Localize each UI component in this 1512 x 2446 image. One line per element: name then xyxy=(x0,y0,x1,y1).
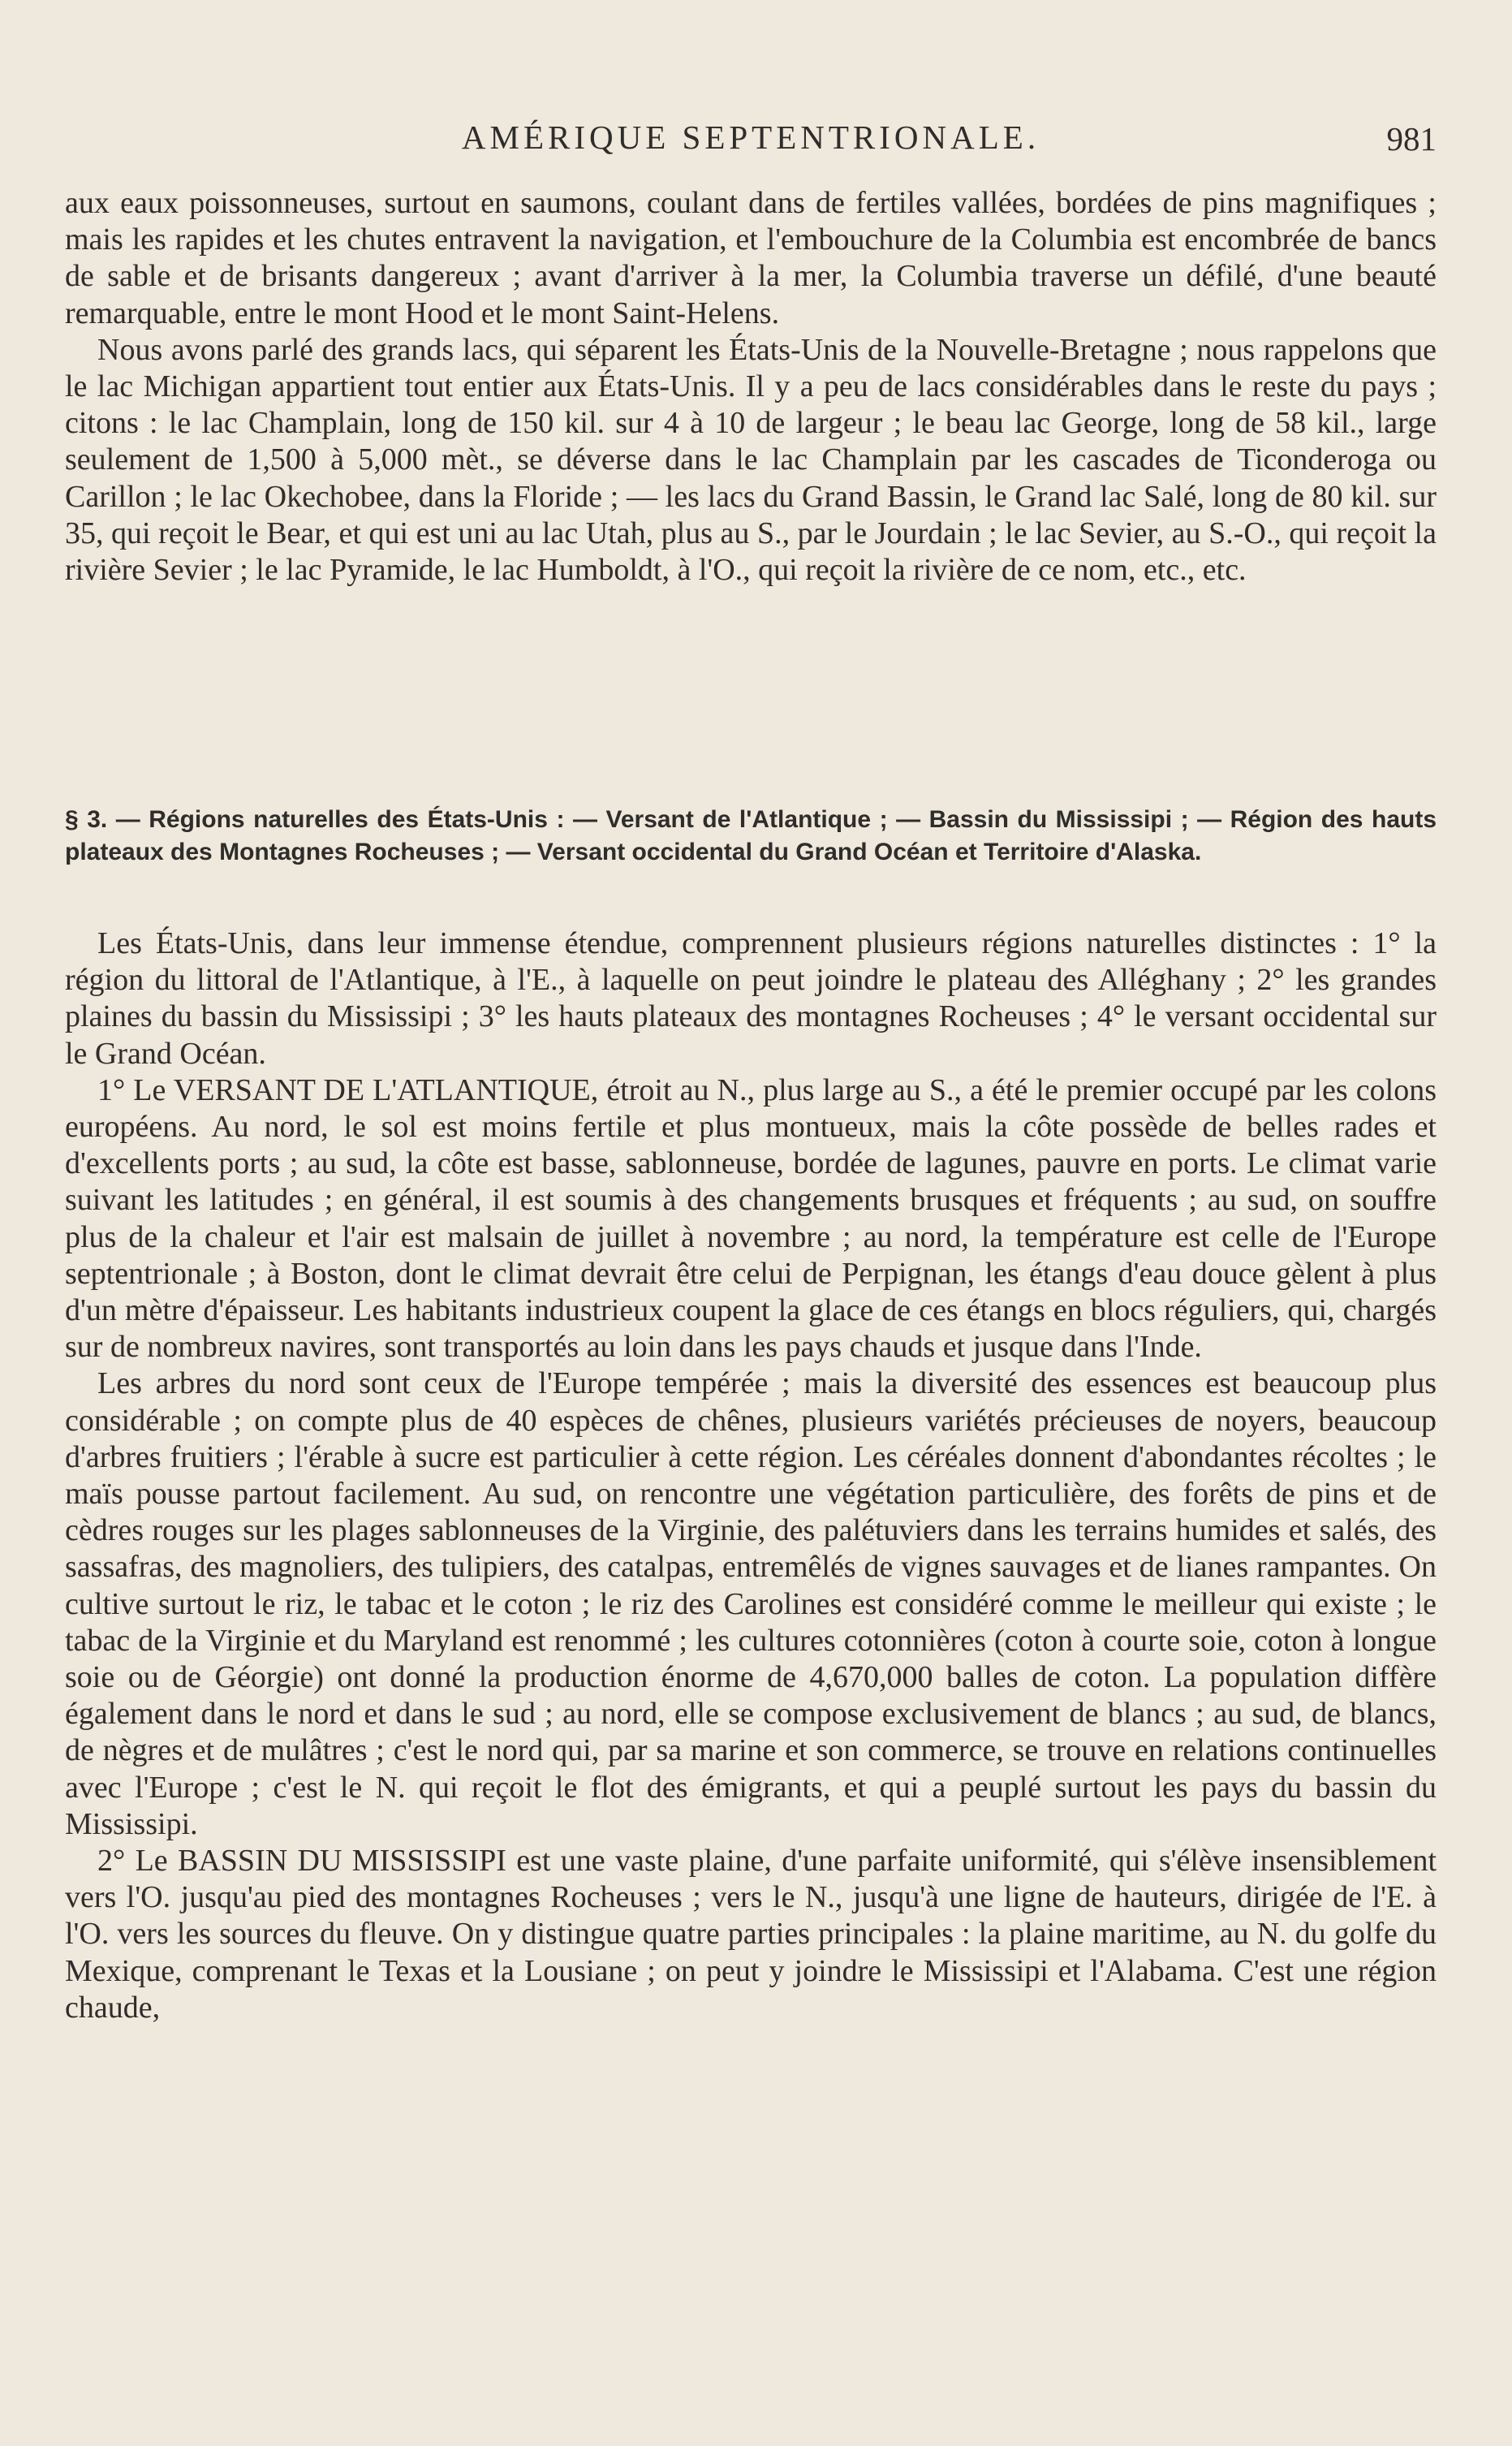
paragraph-columbia: aux eaux poissonneuses, surtout en saumons, coulant dans de fertiles vallées, bordées de pins magnifiques ; mais les rapides et les chutes entravent la navigation, et l'embouchure de la Columbia est encombrée de bancs de sable et de brisants dangereux ; avant d'arriver à la mer, la Columbia traverse un défilé, d'une beauté remarquable, entre le mont Hood et le mont Saint-Helens. xyxy=(65,186,1437,330)
paragraph-atlantic-slope: 1° Le VERSANT DE L'ATLANTIQUE, étroit au N., plus large au S., a été le premier occupé par les colons européens. Au nord, le sol est moins fertile et plus montueux, mais la côte possède de belles rades et d'excellents ports ; au sud, la côte est basse, sablonneuse, bordée de lagunes, pauvre en ports. Le climat varie suivant les latitudes ; en général, il est soumis à des changements brusques et fréquents ; au sud, on souffre plus de la chaleur et l'air est malsain de juillet à novembre ; au nord, la température est celle de l'Europe septentrionale ; à Boston, dont le climat devrait être celui de Perpignan, les étangs d'eau douce gèlent à plus d'un mètre d'épaisseur. Les habitants industrieux coupent la glace de ces étangs en blocs réguliers, qui, chargés sur de nombreux navires, sont transportés au loin dans les pays chauds et jusque dans l'Inde. xyxy=(65,1072,1437,1365)
paragraph-vegetation: Les arbres du nord sont ceux de l'Europe tempérée ; mais la diversité des essences est beaucoup plus considérable ; on compte plus de 40 espèces de chênes, plusieurs variétés précieuses de noyers, beaucoup d'arbres fruitiers ; l'érable à sucre est particulier à cette région. Les céréales donnent d'abondantes récoltes ; le maïs pousse partout facilement. Au sud, on rencontre une végétation particulière, des forêts de pins et de cèdres rouges sur les plages sablonneuses de la Virginie, des palétuviers dans les terrains humides et salés, des sassafras, des magnoliers, des tulipiers, des catalpas, entremêlés de vignes sauvages et de lianes rampantes. On cultive surtout le riz, le tabac et le coton ; le riz des Carolines est considéré comme le meilleur qui existe ; le tabac de la Virginie et du Maryland est renommé ; les cultures cotonnières (coton à courte soie, coton à longue soie ou de Géorgie) ont donné la production énorme de 4,670,000 balles de coton. La population diffère également dans le nord et dans le sud ; au nord, elle se compose exclusivement de blancs ; au sud, de blancs, de nègres et de mulâtres ; c'est le nord qui, par sa marine et son commerce, se trouve en relations continuelles avec l'Europe ; c'est le N. qui reçoit le flot des émigrants, et qui a peuplé surtout les pays du bassin du Mississipi. xyxy=(65,1366,1437,1841)
running-title: AMÉRIQUE SEPTENTRIONALE. xyxy=(461,119,1040,156)
section-heading: § 3. — Régions naturelles des États-Unis : — Versant de l'Atlantique ; — Bassin du Mississipi ; — Région des hauts plateaux des Montagnes Rocheuses ; — Versant occidental du Grand Océan et Territoire d'Alaska. xyxy=(65,806,1437,865)
paragraph-lakes: Nous avons parlé des grands lacs, qui séparent les États-Unis de la Nouvelle-Bretagne ; nous rappelons que le lac Michigan appartient tout entier aux États-Unis. Il y a peu de lacs considérables dans le reste du pays ; citons : le lac Champlain, long de 150 kil. sur 4 à 10 de largeur ; le beau lac George, long de 58 kil., large seulement de 1,500 à 5,000 mèt., se déverse dans le lac Champlain par les cascades de Ticonderoga ou Carillon ; le lac Okechobee, dans la Floride ; — les lacs du Grand Bassin, le Grand lac Salé, long de 80 kil. sur 35, qui reçoit le Bear, et qui est uni au lac Utah, plus au S., par le Jourdain ; le lac Sevier, au S.-O., qui reçoit la rivière Sevier ; le lac Pyramide, le lac Humboldt, à l'O., qui reçoit la rivière de ce nom, etc., etc. xyxy=(65,332,1437,588)
page-number: 981 xyxy=(1386,120,1437,157)
page-header xyxy=(65,118,1437,166)
paragraph-mississippi-basin: 2° Le BASSIN DU MISSISSIPI est une vaste plaine, d'une parfaite uniformité, qui s'élève insensiblement vers l'O. jusqu'au pied des montagnes Rocheuses ; vers le N., jusqu'à une ligne de hauteurs, dirigée de l'E. à l'O. vers les sources du fleuve. On y distingue quatre parties principales : la plaine maritime, au N. du golfe du Mexique, comprenant le Texas et la Lousiane ; on peut y joindre le Mississipi et l'Alabama. C'est une région chaude, xyxy=(65,1844,1437,2025)
paragraph-regions-intro: Les États-Unis, dans leur immense étendue, comprennent plusieurs régions naturelles distinctes : 1° la région du littoral de l'Atlantique, à l'E., à laquelle on peut joindre le plateau des Alléghany ; 2° les grandes plaines du bassin du Mississipi ; 3° les hauts plateaux des montagnes Rocheuses ; 4° le versant occidental sur le Grand Océan. xyxy=(65,926,1437,1071)
section-rivers-lakes xyxy=(65,185,1437,589)
section-natural-regions xyxy=(65,925,1437,2026)
